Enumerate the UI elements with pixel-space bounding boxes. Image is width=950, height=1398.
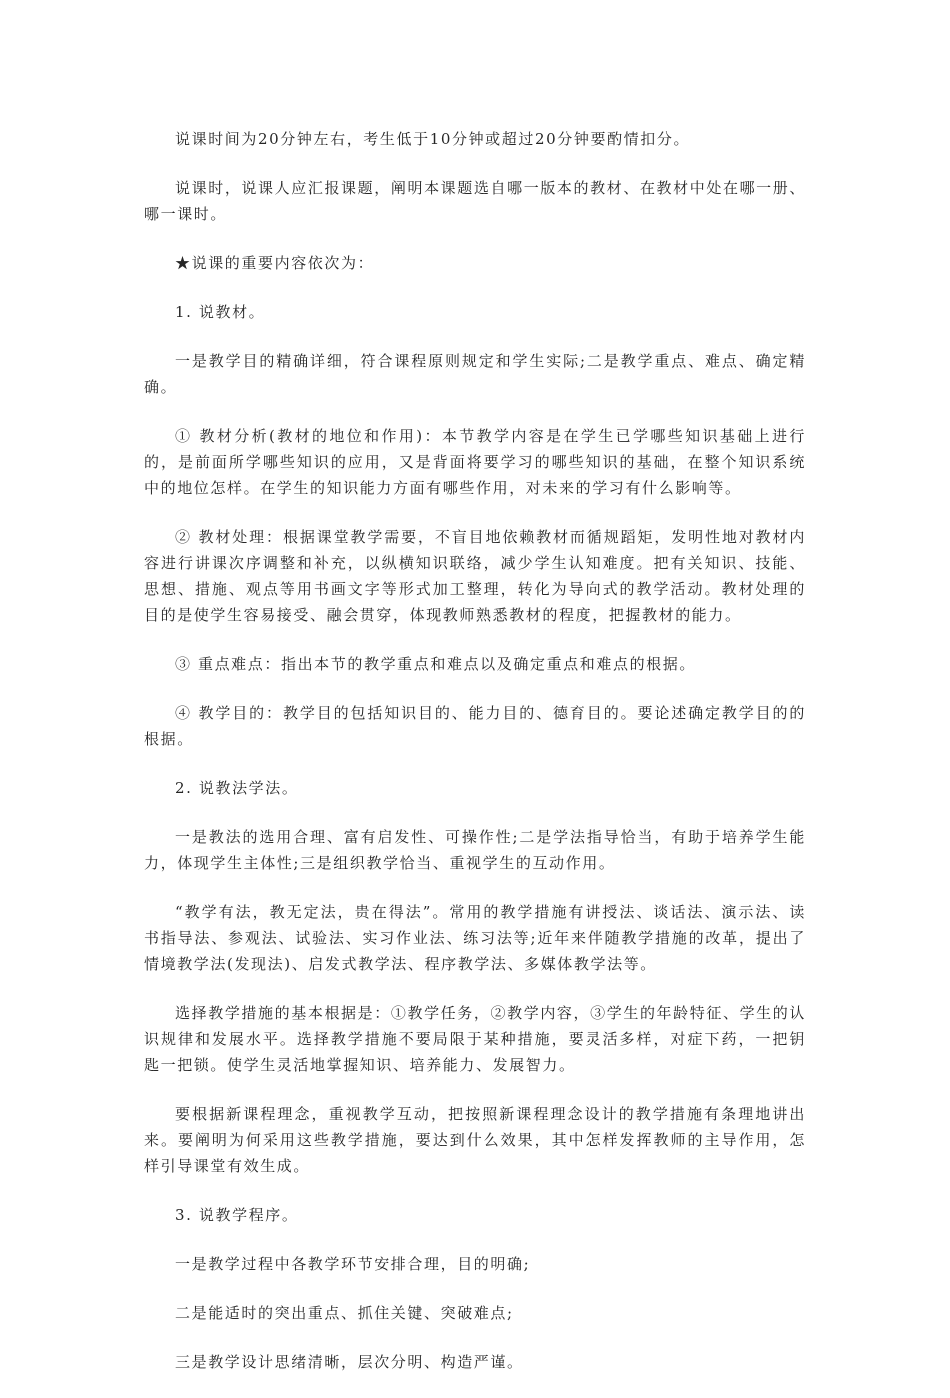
paragraph-textbook-analysis: ① 教材分析(教材的地位和作用)：本节教学内容是在学生已学哪些知识基础上进行的，是前面所学哪些知识的应用，又是背面将要学习的哪些知识的基础，在整个知识系统中的地位怎样。在学生的知识能力方面有哪些作用，对未来的学习有什么影响等。 [144, 427, 806, 497]
section-heading-procedure: 3. 说教学程序。 [175, 1206, 299, 1224]
paragraph-teaching-objectives: ④ 教学目的：教学目的包括知识目的、能力目的、德育目的。要论述确定教学目的的根据。 [144, 704, 806, 748]
paragraph-report-topic: 说课时，说课人应汇报课题，阐明本课题选自哪一版本的教材、在教材中处在哪一册、哪一课时。 [144, 179, 806, 223]
section-heading-methods: 2. 说教法学法。 [175, 779, 299, 797]
paragraph-procedure-2: 二是能适时的突出重点、抓住关键、突破难点; [175, 1304, 514, 1322]
paragraph-procedure-1: 一是教学过程中各教学环节安排合理，目的明确; [175, 1255, 531, 1273]
document-page [144, 126, 806, 1398]
section-heading-textbook: 1. 说教材。 [175, 303, 266, 321]
paragraph-method-basis: 选择教学措施的基本根据是：①教学任务，②教学内容，③学生的年龄特征、学生的认识规律和发展水平。选择教学措施不要局限于某种措施，要灵活多样，对症下药，一把钥匙一把锁。使学生灵活地掌握知识、培养能力、发展智力。 [144, 1004, 806, 1074]
paragraph-time-rule: 说课时间为20分钟左右，考生低于10分钟或超过20分钟要酌情扣分。 [175, 130, 691, 148]
paragraph-common-methods: “教学有法，教无定法，贵在得法”。常用的教学措施有讲授法、谈话法、演示法、读书指导法、参观法、试验法、实习作业法、练习法等;近年来伴随教学措施的改革，提出了情境教学法(发现法)、启发式教学法、程序教学法、多媒体教学法等。 [144, 903, 806, 973]
paragraph-key-difficult-points: ③ 重点难点：指出本节的教学重点和难点以及确定重点和难点的根据。 [175, 655, 696, 673]
paragraph-textbook-handling: ② 教材处理：根据课堂教学需要，不盲目地依赖教材而循规蹈矩，发明性地对教材内容进行讲课次序调整和补充，以纵横知识联络，减少学生认知难度。把有关知识、技能、思想、措施、观点等用书画文字等形式加工整理，转化为导向式的教学活动。教材处理的目的是使学生容易接受、融会贯穿，体现教师熟悉教材的程度，把握教材的能力。 [144, 528, 806, 624]
paragraph-main-content-intro: ★说课的重要内容依次为： [175, 254, 375, 272]
paragraph-procedure-3: 三是教学设计思绪清晰，层次分明、构造严谨。 [175, 1353, 524, 1371]
paragraph-method-requirements: 一是教法的选用合理、富有启发性、可操作性;二是学法指导恰当，有助于培养学生能力，体现学生主体性;三是组织教学恰当、重视学生的互动作用。 [144, 828, 806, 872]
paragraph-textbook-goals: 一是教学目的精确详细，符合课程原则规定和学生实际;二是教学重点、难点、确定精确。 [144, 352, 806, 396]
paragraph-new-curriculum: 要根据新课程理念，重视教学互动，把按照新课程理念设计的教学措施有条理地讲出来。要阐明为何采用这些教学措施，要达到什么效果，其中怎样发挥教师的主导作用，怎样引导课堂有效生成。 [144, 1105, 806, 1175]
